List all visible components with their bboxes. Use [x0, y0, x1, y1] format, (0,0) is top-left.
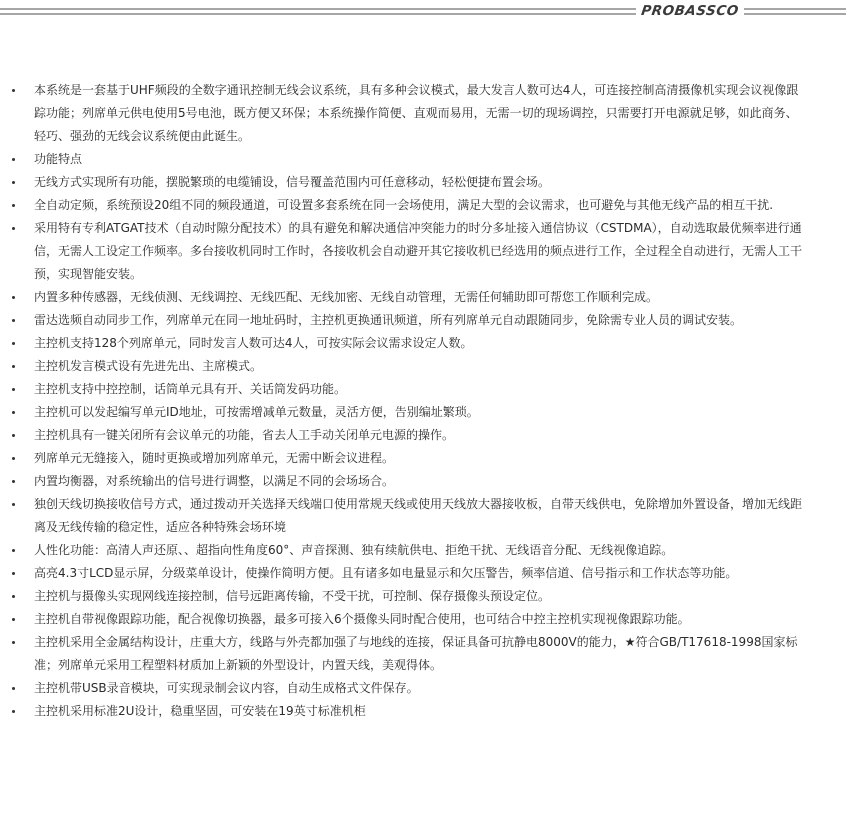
list-item-text: 主控机可以发起编写单元ID地址，可按需增减单元数量，灵活方便，告别编址繁琐。: [34, 405, 479, 419]
bullet-icon: [12, 204, 15, 207]
list-item-text: 主控机发言模式设有先进先出、主席模式。: [34, 359, 263, 373]
list-item: [12, 332, 802, 355]
list-item-text: 本系统是一套基于UHF频段的全数字通讯控制无线会议系统，具有多种会议模式，最大发言人数可达4人，可连接控制高清摄像机实现会议视像跟踪功能；列席单元供电使用5号电池，既方便又环保；本系统操作简便、直观而易用，无需一切的现场调控，只需要打开电源就足够，如此商务、轻巧、强劲的无线会议系统便由此诞生。: [34, 83, 799, 143]
bullet-icon: [12, 595, 15, 598]
header-rule-right-top: [744, 8, 846, 10]
bullet-icon: [12, 503, 15, 506]
header-rule-right-bottom: [744, 13, 846, 15]
list-item: [12, 539, 802, 562]
list-item-text: 主控机支持中控控制，话筒单元具有开、关话筒发码功能。: [34, 382, 347, 396]
bullet-icon: [12, 457, 15, 460]
list-item: [12, 79, 802, 148]
list-item: [12, 470, 802, 493]
bullet-icon: [12, 687, 15, 690]
list-item: [12, 194, 802, 217]
list-item-text: 独创天线切换接收信号方式，通过拨动开关选择天线端口使用常规天线或使用天线放大器接收板，自带天线供电，免除增加外置设备，增加无线距离及无线传输的稳定性，适应各种特殊会场环境: [34, 497, 803, 534]
list-item: [12, 378, 802, 401]
list-item-text: 功能特点: [34, 152, 83, 166]
bullet-icon: [12, 89, 15, 92]
bullet-icon: [12, 411, 15, 414]
bullet-icon: [12, 618, 15, 621]
list-item-text: 无线方式实现所有功能，摆脱繁琐的电缆铺设，信号覆盖范围内可任意移动，轻松便捷布置会场。: [34, 175, 551, 189]
list-item: [12, 309, 802, 332]
list-item: [12, 608, 802, 631]
bullet-icon: [12, 181, 15, 184]
list-item: [12, 148, 802, 171]
list-item: [12, 424, 802, 447]
header-bar: [0, 0, 846, 26]
list-item-text: 雷达选频自动同步工作，列席单元在同一地址码时，主控机更换通讯频道，所有列席单元自动跟随同步，免除需专业人员的调试安装。: [34, 313, 743, 327]
bullet-icon: [12, 227, 15, 230]
bullet-icon: [12, 365, 15, 368]
list-item: [12, 562, 802, 585]
list-item: [12, 631, 802, 677]
header-rule-bottom: [0, 13, 636, 15]
list-item-text: 全自动定频，系统预设20组不同的频段通道，可设置多套系统在同一会场使用，满足大型的会议需求，也可避免与其他无线产品的相互干扰.: [34, 198, 774, 212]
list-item-text: 内置均衡器，对系统输出的信号进行调整，以满足不同的会场场合。: [34, 474, 395, 488]
list-item: [12, 171, 802, 194]
header-rule-top: [0, 8, 636, 10]
bullet-icon: [12, 158, 15, 161]
list-item: [12, 447, 802, 470]
feature-list: [12, 79, 802, 723]
list-item: [12, 493, 802, 539]
list-item: [12, 286, 802, 309]
list-item: [12, 217, 802, 286]
list-item-text: 主控机采用标准2U设计，稳重坚固，可安装在19英寸标准机柜: [34, 704, 366, 718]
list-item-text: 高亮4.3寸LCD显示屏，分级菜单设计，使操作简明方便。且有诸多如电量显示和欠压警告，频率信道、信号指示和工作状态等功能。: [34, 566, 738, 580]
list-item-text: 人性化功能：高清人声还原、、超指向性角度60°、声音探测、独有续航供电、拒绝干扰、无线语音分配、无线视像追踪。: [34, 543, 674, 557]
list-item-text: 主控机采用全金属结构设计，庄重大方，线路与外壳都加强了与地线的连接，保证具备可抗静电8000V的能力，★符合GB/T17618-1998国家标准；列席单元采用工程塑料材质加上新颖的外型设计，内置天线，美观得体。: [34, 635, 798, 672]
bullet-icon: [12, 480, 15, 483]
list-item-text: 主控机与摄像头实现网线连接控制，信号远距离传输，不受干扰，可控制、保存摄像头预设定位。: [34, 589, 551, 603]
bullet-icon: [12, 342, 15, 345]
bullet-icon: [12, 549, 15, 552]
brand-logo: PROBASSCO: [640, 3, 740, 19]
list-item-text: 主控机具有一键关闭所有会议单元的功能，省去人工手动关闭单元电源的操作。: [34, 428, 455, 442]
list-item: [12, 355, 802, 378]
list-item: [12, 700, 802, 723]
bullet-icon: [12, 296, 15, 299]
list-item-text: 主控机自带视像跟踪功能，配合视像切换器，最多可接入6个摄像头同时配合使用，也可结合中控主控机实现视像跟踪功能。: [34, 612, 690, 626]
bullet-icon: [12, 641, 15, 644]
list-item-text: 列席单元无缝接入，随时更换或增加列席单元，无需中断会议进程。: [34, 451, 395, 465]
bullet-icon: [12, 572, 15, 575]
bullet-icon: [12, 388, 15, 391]
list-item: [12, 677, 802, 700]
list-item: [12, 401, 802, 424]
list-item-text: 主控机支持128个列席单元，同时发言人数可达4人，可按实际会议需求设定人数。: [34, 336, 473, 350]
list-item-text: 内置多种传感器，无线侦测、无线调控、无线匹配、无线加密、无线自动管理，无需任何辅助即可帮您工作顺利完成。: [34, 290, 659, 304]
bullet-icon: [12, 710, 15, 713]
list-item-text: 主控机带USB录音模块，可实现录制会议内容，自动生成格式文件保存。: [34, 681, 419, 695]
list-item-text: 采用特有专利ATGAT技术（自动时隙分配技术）的具有避免和解决通信冲突能力的时分多址接入通信协议（CSTDMA），自动选取最优频率进行通信，无需人工设定工作频率。多台接收机同时工作时，各接收机会自动避开其它接收机已经选用的频点进行工作，全过程全自动进行，无需人工干预，实现智能安装。: [34, 221, 803, 281]
bullet-icon: [12, 434, 15, 437]
list-item: [12, 585, 802, 608]
bullet-icon: [12, 319, 15, 322]
